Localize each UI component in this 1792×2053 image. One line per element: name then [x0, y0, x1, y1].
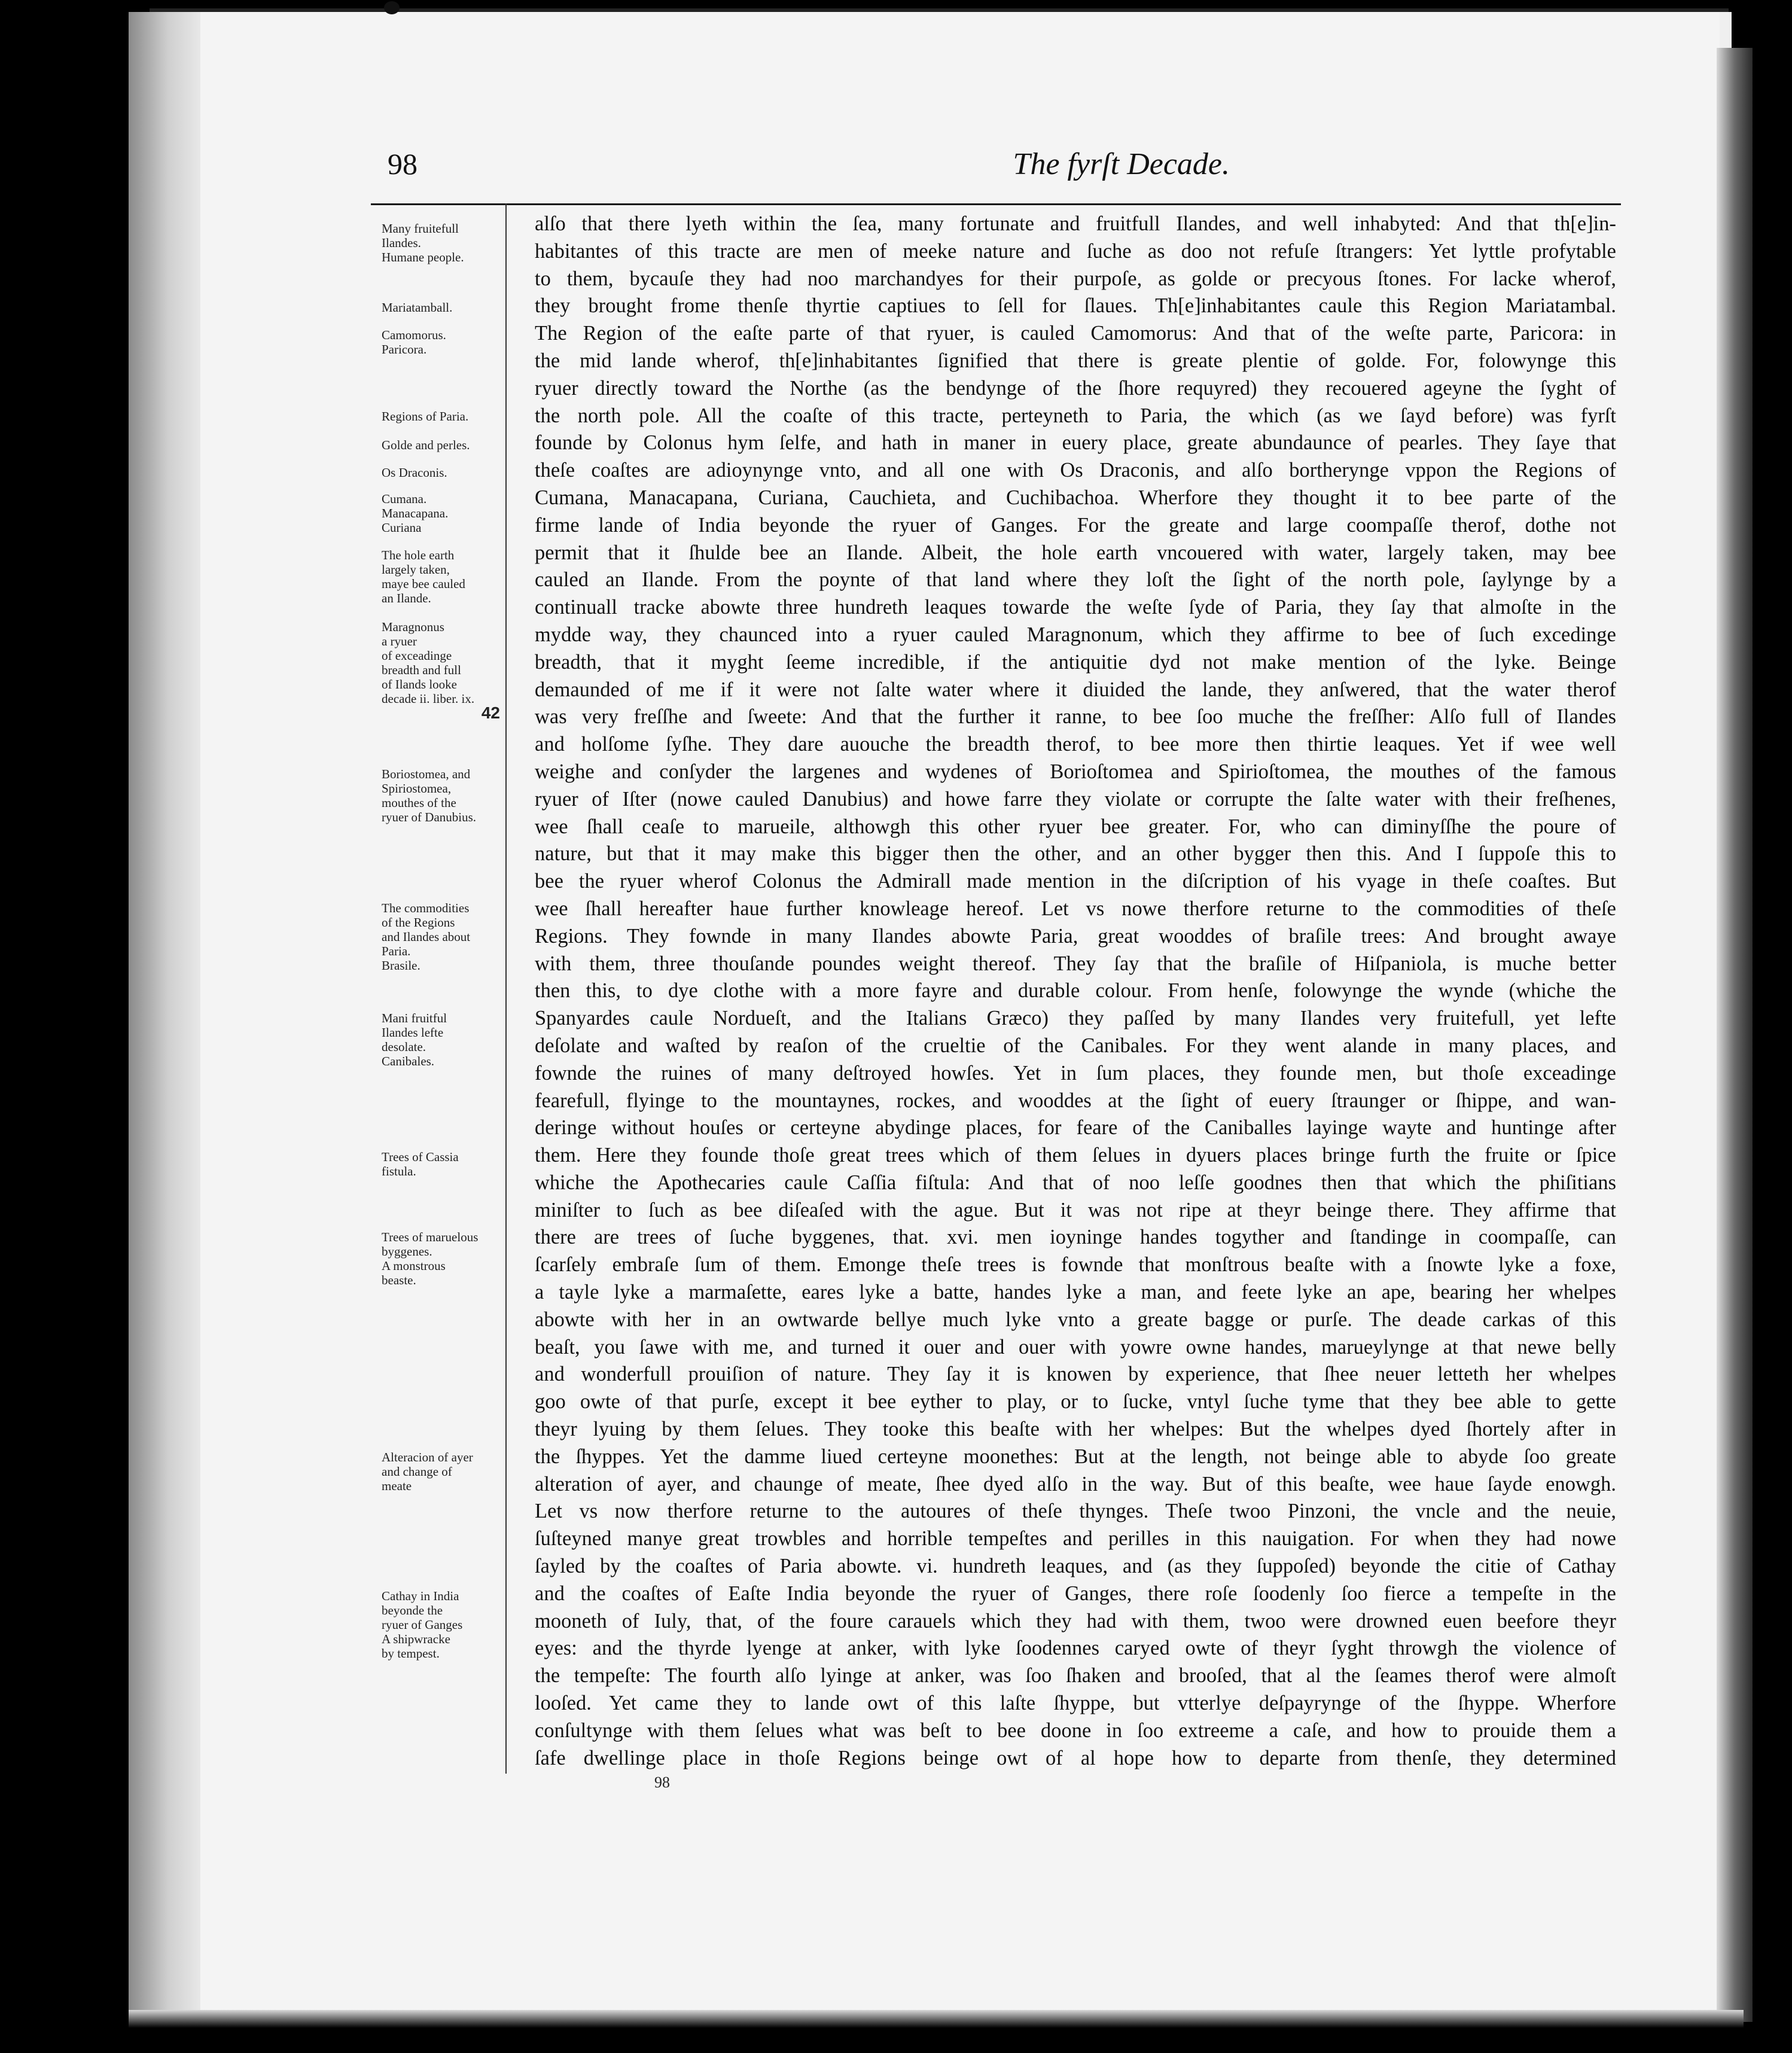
margin-note-line: desolate.: [382, 1040, 426, 1054]
margin-note-line: Mariatamball.: [382, 300, 453, 315]
margin-note-line: and Ilandes about: [382, 930, 471, 944]
margin-note-line: beaste.: [382, 1273, 416, 1287]
margin-note-line: Curiana: [382, 520, 422, 535]
text-line: was very freſſhe and ſweete: And that the further it ranne, to bee ſoo muche the freſſher: Alſo full of Ilandes: [535, 705, 1616, 729]
margin-note-line: fistula.: [382, 1164, 416, 1178]
body-text: [535, 211, 1616, 1772]
margin-note-line: beyonde the: [382, 1603, 443, 1618]
margin-note-line: largely taken,: [382, 562, 450, 577]
margin-note-line: breadth and full: [382, 663, 461, 677]
text-line: the tempeſte: The fourth alſo lyinge at anker, was ſoo ſhaken and brooſed, that al the ſeames therof were almoſt: [535, 1664, 1616, 1688]
text-line: alſo that there lyeth within the ſea, many fortunate and fruitfull Ilandes, and well inhabyted: And that th[e]in-: [535, 212, 1616, 235]
text-line: the ſhyppes. Yet the damme liued certeyne moonethes: But at the length, not beinge able to abyde ſoo greate: [535, 1445, 1616, 1468]
text-line: looſed. Yet came they to lande owt of this laſte ſhyppe, but vtterlye deſpayrynge of the ſhyppe. Wherfore: [535, 1692, 1616, 1715]
margin-note-line: Humane people.: [382, 250, 464, 264]
margin-note-line: decade ii. liber. ix.: [382, 692, 475, 706]
text-line: habitantes of this tracte are men of meeke nature and ſuche as doo not refuſe ſtrangers: Yet lyttle profytable: [535, 239, 1616, 263]
page-number: 98: [388, 147, 417, 181]
margin-note-line: Os Draconis.: [382, 465, 447, 480]
margin-note-line: A monstrous: [382, 1259, 446, 1273]
margin-note-line: A shipwracke: [382, 1632, 450, 1646]
margin-note-line: mouthes of the: [382, 796, 456, 810]
text-line: ſcarſely embraſe ſum of them. Emonge theſe trees is fownde that monſtrous beaſte with a ſnowte lyke a foxe,: [535, 1253, 1616, 1277]
margin-note: [382, 901, 507, 973]
text-line: demaunded of me if it were not ſalte water where it diuided the lande, they anſwered, that the water therof: [535, 678, 1616, 701]
bottom-shadow: [129, 2010, 1744, 2028]
text-line: a tayle lyke a marmaſette, eares lyke a batte, handes lyke a man, and feete lyke an ape, bearing her whelpes: [535, 1281, 1616, 1304]
margin-note-line: maye bee cauled: [382, 577, 465, 591]
text-line: theyr lyuing by them ſelues. They tooke this beaſte with her whelpes: But the whelpes dyed ſhortely after in: [535, 1418, 1616, 1441]
text-line: founde by Colonus hym ſelfe, and hath in maner in euery place, greate abundaunce of pearles. They ſaye that: [535, 431, 1616, 455]
margin-note-line: of the Regions: [382, 915, 455, 930]
text-line: ſayled by the coaſtes of Paria abowte. vi. hundreth leaques, and (as they ſuppoſed) beyonde the citie of Cathay: [535, 1555, 1616, 1578]
margin-note: [382, 300, 507, 315]
text-line: weighe and conſyder the largenes and wydenes of Borioſtomea and Spirioſtomea, the mouthes of the famous: [535, 760, 1616, 783]
margin-note-line: ryuer of Ganges: [382, 1618, 463, 1632]
text-line: Cumana, Manacapana, Curiana, Cauchieta, and Cuchibachoa. Wherfore they thought it to bee parte of the: [535, 486, 1616, 509]
margin-note-line: Cathay in India: [382, 1589, 459, 1603]
book-gutter: [129, 12, 200, 2028]
margin-note-line: by tempest.: [382, 1646, 440, 1661]
text-line: ryuer directly toward the Northe (as the bendynge of the ſhore requyred) they recouered ageyne the ſyght of: [535, 376, 1616, 400]
text-line: and wonderfull prouiſion of nature. They ſay it is knowen by experience, that ſhee neuer letteth her whelpes: [535, 1363, 1616, 1386]
text-line: beaſt, you ſawe with me, and turned it ouer and ouer with yowre owne handes, marueylynge at that newe belly: [535, 1335, 1616, 1358]
text-line: then this, to dye clothe with a more fayre and durable colour. From henſe, folowynge the wynde (whiche the: [535, 979, 1616, 1003]
text-line: Let vs now therfore returne to the autoures of theſe thynges. Theſe twoo Pinzoni, the vncle and the neuie,: [535, 1500, 1616, 1523]
margin-note-line: Golde and perles.: [382, 438, 470, 452]
text-line: them. Here they founde thoſe great trees which of them ſelues in dyuers places bringe furth the fruite or ſpice: [535, 1144, 1616, 1167]
margin-note-line: Brasile.: [382, 958, 420, 973]
margin-note: [382, 1011, 507, 1068]
text-line: goo owte of that purſe, except it bee eyther to play, or to ſucke, vntyl ſuche tyme that they bee able to gette: [535, 1390, 1616, 1414]
margin-note: [382, 328, 507, 357]
text-line: deſolate and waſted by reaſon of the crueltie of the Canibales. For they went alande in many places, and: [535, 1034, 1616, 1057]
margin-note-line: The commodities: [382, 901, 470, 915]
text-line: the mid lande wherof, th[e]inhabitantes ſignified that there is greate plentie of golde. For, folowynge this: [535, 349, 1616, 372]
running-head: The fyrſt Decade.: [1013, 147, 1230, 181]
text-line: wee ſhall hereafter haue further knowleage hereof. Let vs nowe therfore returne to the commodities of theſe: [535, 897, 1616, 920]
margin-note: [382, 703, 507, 722]
margin-note-line: Trees of maruelous: [382, 1230, 479, 1244]
margin-note: [382, 548, 507, 605]
right-page-edge: [1717, 48, 1753, 2022]
text-line: Regions. They fownde in many Ilandes abowte Paria, great wooddes of braſile trees: And brought awaye: [535, 924, 1616, 948]
text-line: The Region of the eaſte parte of that ryuer, is cauled Camomorus: And that of the weſte parte, Paricora: in: [535, 322, 1616, 345]
text-line: ſuſteyned manye great trowbles and horrible tempeſtes and perilles in this nauigation. For when they had nowe: [535, 1527, 1616, 1551]
margin-note-line: The hole earth: [382, 548, 455, 562]
margin-note-line: Many fruitefull: [382, 221, 459, 236]
text-line: ryuer of Iſter (nowe cauled Danubius) and howe farre they violate or corrupte the ſalte water with their freſhenes,: [535, 787, 1616, 811]
text-line: and the coaſtes of Eaſte India beyonde the ryuer of Ganges, there roſe ſoodenly ſoo fierce a tempeſte in the: [535, 1582, 1616, 1605]
margin-note-line: an Ilande.: [382, 591, 431, 605]
text-line: deringe without houſes or certeyne abydinge places, for feare of the Caniballes layinge wayte and huntinge after: [535, 1116, 1616, 1140]
text-line: nature, but that it may make this bigger then the other, and an other bygger then this. And I ſuppoſe this to: [535, 842, 1616, 866]
text-line: ſafe dwellinge place in thoſe Regions beinge owt of al hope how to departe from thenſe, they determined: [535, 1746, 1616, 1769]
margin-note: [382, 767, 507, 824]
text-line: miniſter to ſuch as bee diſeaſed with the ague. But it was not ripe at theyr beinge there. They affirme that: [535, 1198, 1616, 1222]
margin-note-line: Maragnonus: [382, 620, 444, 634]
ornament-dot: [384, 1, 400, 14]
text-line: mydde way, they chaunced into a ryuer cauled Maragnonum, which they affirme to bee of ſuch excedinge: [535, 623, 1616, 646]
margin-note-line: of exceadinge: [382, 648, 452, 663]
text-line: theſe coaſtes are adioynynge vnto, and all one with Os Draconis, and alſo bortherynge vppon the Regions of: [535, 459, 1616, 482]
text-line: mooneth of Iuly, that, of the foure carauels which they had with them, twoo were drowned euen beefore theyr: [535, 1609, 1616, 1632]
margin-note-line: ryuer of Danubius.: [382, 810, 477, 824]
margin-note-line: Ilandes.: [382, 236, 421, 250]
text-line: cauled an Ilande. From the poynte of that land where they loſt the ſight of the north pole, ſaylynge by a: [535, 568, 1616, 592]
folio-number: 98: [654, 1774, 670, 1791]
margin-note: [382, 1589, 507, 1661]
margin-note-line: Canibales.: [382, 1054, 435, 1068]
margin-note: [382, 465, 507, 480]
text-line: continuall tracke abowte three hundreth leaques towarde the weſte ſyde of Paria, they ſay that almoſte in the: [535, 596, 1616, 619]
text-line: the north pole. All the coaſte of this tracte, perteyneth to Paria, the which (as we ſayd before) was fyrſt: [535, 404, 1616, 427]
text-line: firme lande of India beyonde the ryuer of Ganges. For the greate and large coompaſſe therof, dothe not: [535, 513, 1616, 537]
text-line: fownde the ruines of many deſtroyed howſes. Yet in ſum places, they founde men, but thoſe exceadinge: [535, 1061, 1616, 1085]
margin-note-line: byggenes.: [382, 1244, 432, 1259]
margin-note: [382, 620, 507, 706]
margin-note-line: Mani fruitful: [382, 1011, 447, 1025]
margin-note: [382, 1230, 507, 1287]
margin-note-line: 42: [481, 703, 500, 722]
text-line: breadth, that it myght ſeeme incredible, if the antiquitie dyd not make mention of the lyke. Beinge: [535, 650, 1616, 674]
margin-note-line: Spiriostomea,: [382, 781, 452, 796]
text-line: conſultynge with them ſelues what was beſt to bee doone in ſoo extreeme a caſe, and how to prouide them a: [535, 1719, 1616, 1742]
margin-note-line: Boriostomea, and: [382, 767, 471, 781]
text-line: to them, bycauſe they had noo marchandyes for their purpoſe, as golde or precyous ſtones. For lacke wherof,: [535, 267, 1616, 290]
text-line: fearefull, flyinge to the mountaynes, rockes, and wooddes at the ſight of euery ſtraunger or ſhippe, and wan-: [535, 1089, 1616, 1112]
margin-note: [382, 1450, 507, 1493]
text-line: there are trees of ſuche byggenes, that. xvi. men ioyninge handes togyther and ſtandinge in coompaſſe, can: [535, 1226, 1616, 1249]
margin-note: [382, 438, 507, 452]
text-line: Spanyardes caule Nordueſt, and the Italians Græco) they paſſed by many Ilandes very fruitefull, yet lefte: [535, 1007, 1616, 1030]
text-line: alteration of ayer, and chaunge of meate, ſhee dyed alſo in the way. But of this beaſte, wee haue ſayde enowgh.: [535, 1472, 1616, 1495]
margin-note-line: Paria.: [382, 944, 411, 958]
margin-note-line: Regions of Paria.: [382, 409, 469, 424]
margin-note-line: a ryuer: [382, 634, 417, 648]
text-line: they brought frome thenſe thyrtie captiues to ſell for ſlaues. Th[e]inhabitantes caule this Region Mariatambal.: [535, 294, 1616, 318]
text-line: and holſome ſyſhe. They dare auouche the breadth therof, to bee more then thirtie leaques. Yet if wee well: [535, 733, 1616, 756]
margin-note-line: Camomorus.: [382, 328, 446, 342]
margin-note-line: of Ilands looke: [382, 677, 457, 692]
margin-note-line: Manacapana.: [382, 506, 449, 520]
margin-note-line: meate: [382, 1479, 412, 1493]
text-line: abowte with her in an owtwarde bellye much lyke vnto a greate bagge or purſe. The deade carkas of this: [535, 1308, 1616, 1331]
margin-note-line: Paricora.: [382, 342, 427, 357]
margin-note-line: Alteracion of ayer: [382, 1450, 473, 1464]
text-line: bee the ryuer wherof Colonus the Admirall made mention in the diſcription of his vyage in theſe coaſtes. But: [535, 870, 1616, 893]
margin-note-line: and change of: [382, 1464, 452, 1479]
margin-note-line: Trees of Cassia: [382, 1150, 459, 1164]
text-line: eyes: and the thyrde lyenge at anker, with lyke ſoodennes caryed owte of theyr ſyght throwgh the violence of: [535, 1637, 1616, 1660]
margin-note: [382, 409, 507, 424]
margin-note-line: Cumana.: [382, 492, 427, 506]
margin-note-line: Ilandes lefte: [382, 1025, 444, 1040]
margin-note: [382, 492, 507, 535]
margin-note: [382, 221, 507, 264]
text-line: wee ſhall ceaſe to marueile, althowgh this other ryuer bee greater. For, who can diminyſſhe the poure of: [535, 815, 1616, 838]
text-line: with them, three thouſande poundes weight thereof. They ſay that the braſile of Hiſpaniola, is muche better: [535, 952, 1616, 975]
header-rule: [371, 203, 1621, 205]
margin-note: [382, 1150, 507, 1178]
text-line: whiche the Apothecaries caule Caſſia fiſtula: And that of noo leſſe goodnes then that which the phiſitians: [535, 1171, 1616, 1194]
text-line: permit that it ſhulde bee an Ilande. Albeit, the hole earth vncouered with water, largely taken, may bee: [535, 541, 1616, 564]
